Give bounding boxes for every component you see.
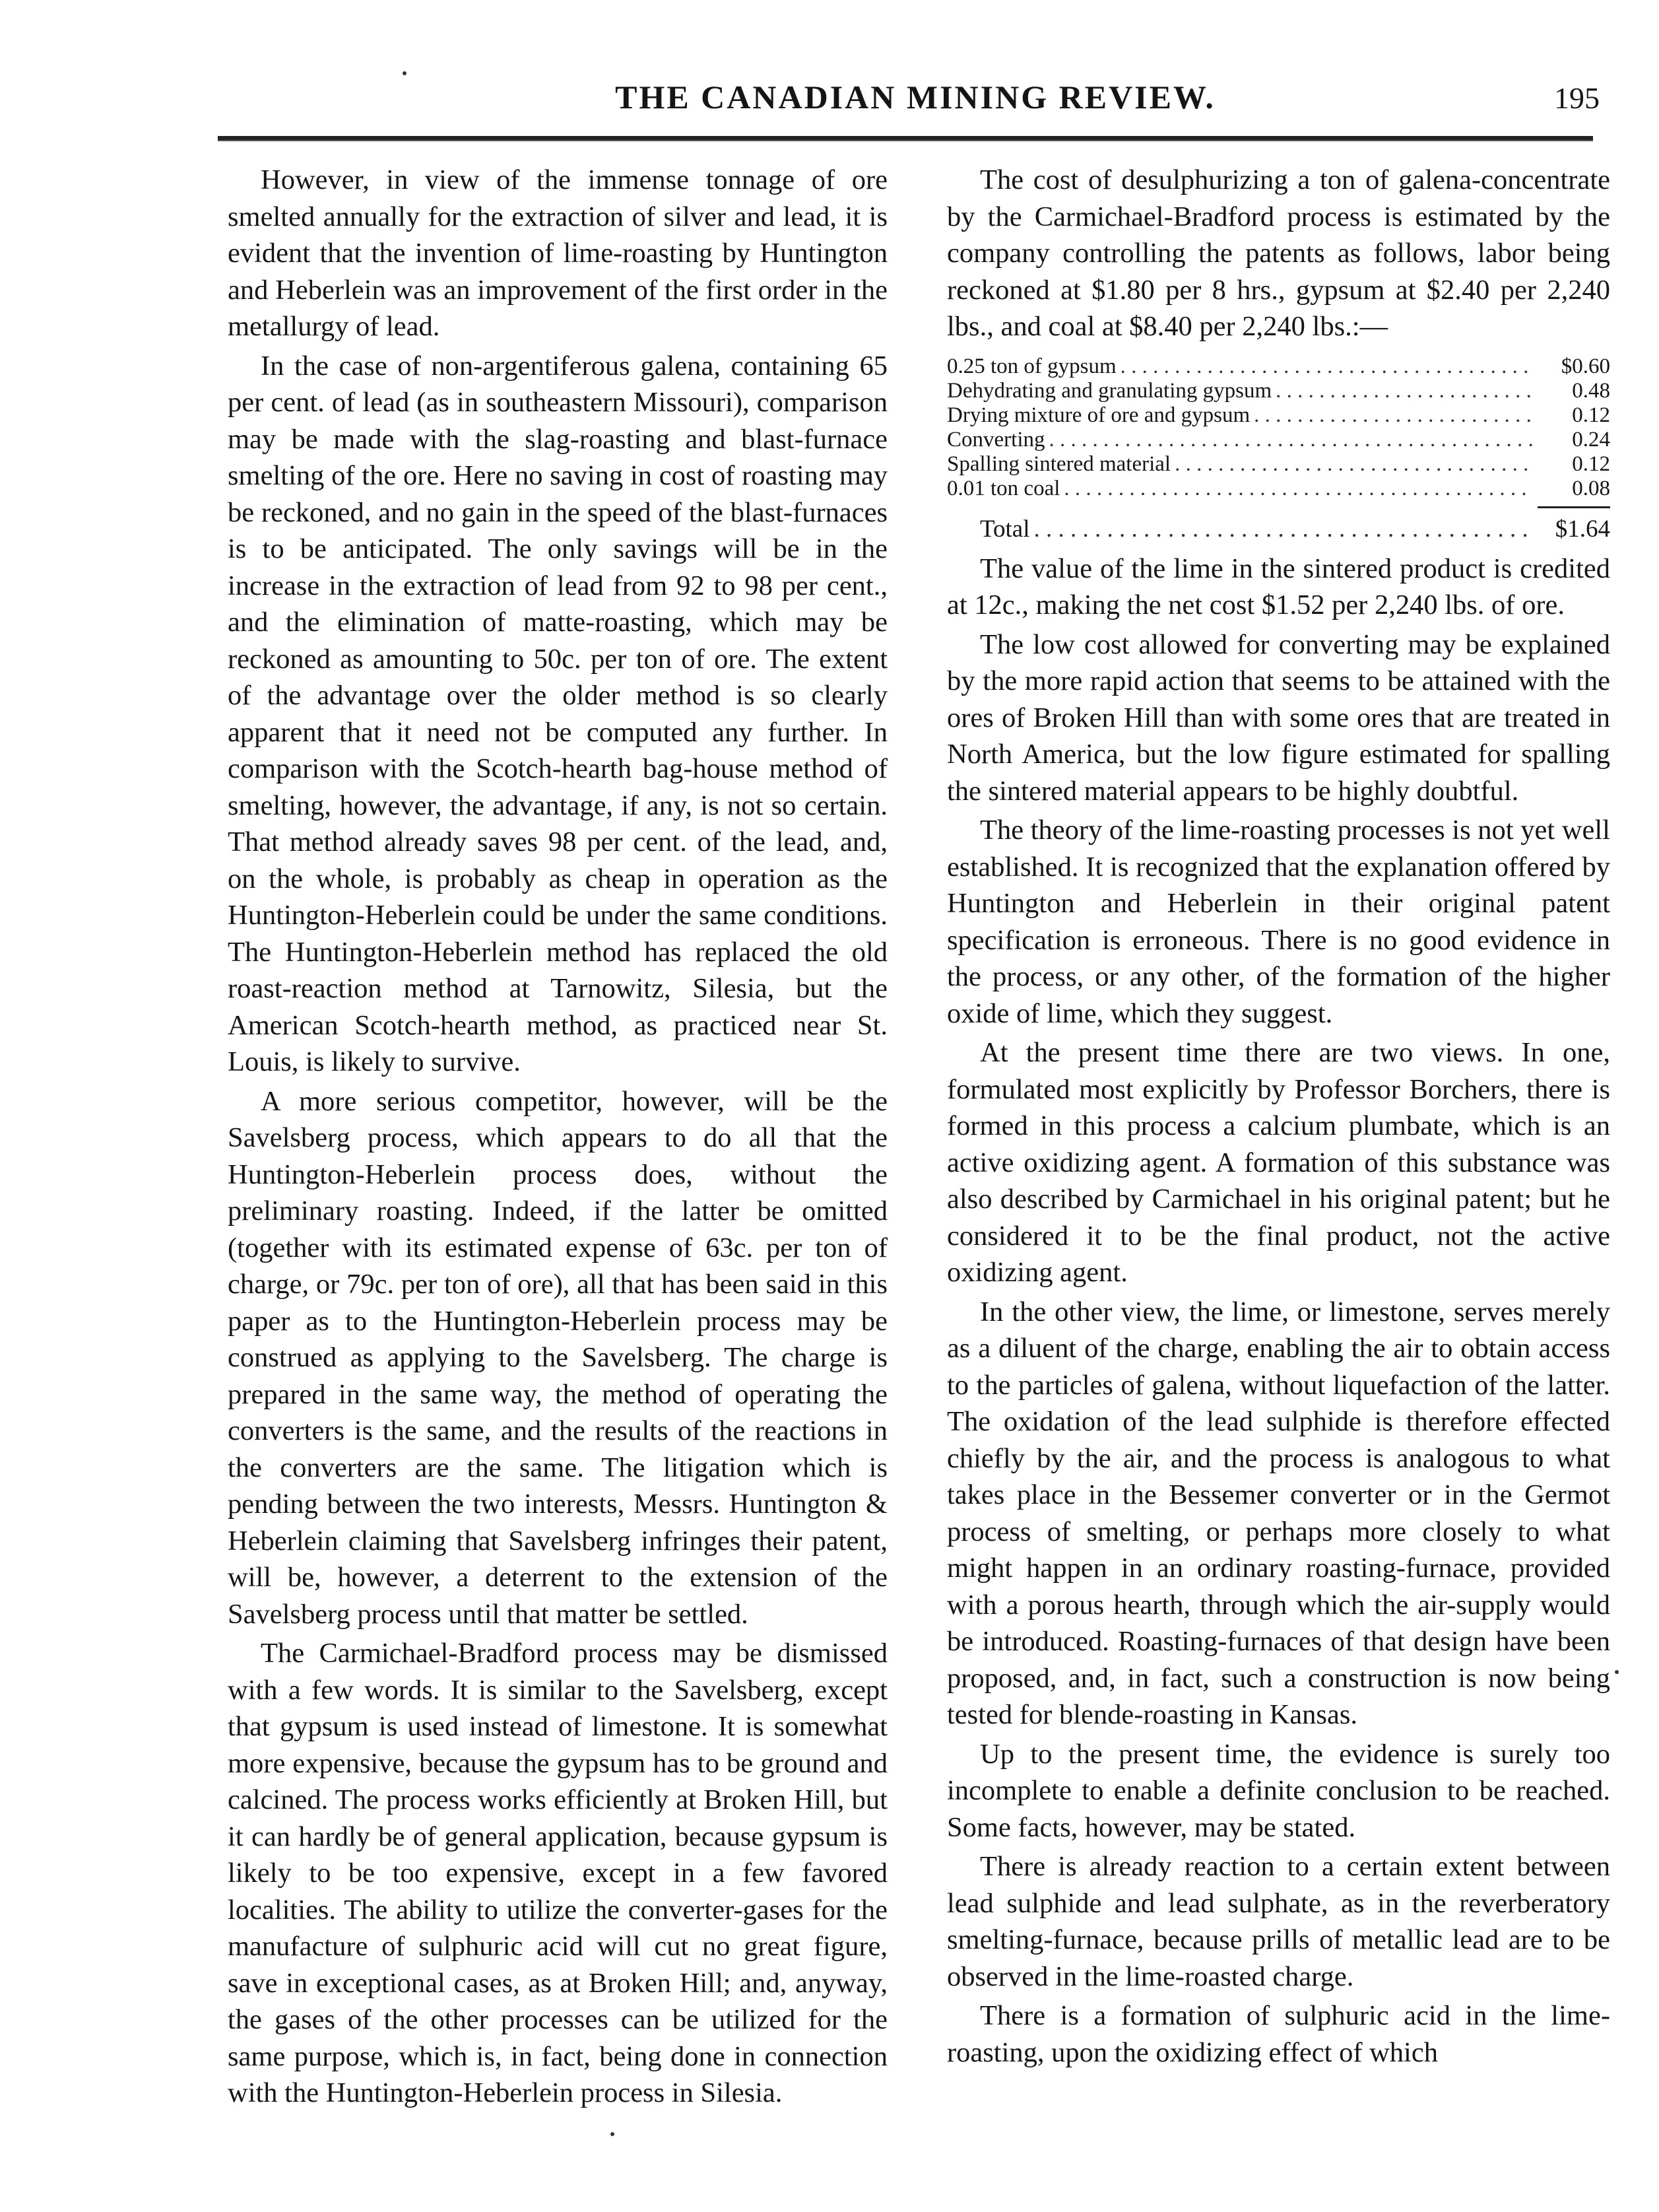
leader-dots xyxy=(1064,477,1534,501)
cost-row xyxy=(947,379,1610,403)
right-column xyxy=(947,162,1610,2073)
total-amount: $1.64 xyxy=(1555,515,1610,543)
cost-item: Drying mixture of ore and gypsum xyxy=(947,403,1251,427)
publication-title: THE CANADIAN MINING REVIEW. xyxy=(615,79,1216,116)
paragraph: A more serious competitor, however, will be the Savelsberg process, which appears to do all that the Huntington-Heberlein process does, without the preliminary roasting. Indeed, if the latter be omitted (together with its estimated expense of 63c. per ton of charge, or 79c. per ton of ore), all that has been said in this paper as to the Huntington-Heberlein process may be construed as applying to the Savelsberg. The charge is prepared in the same way, the method of operating the converters is the same, and the results of the reactions in the converters are the same. The litigation which is pending between the two interests, Messrs. Huntington & Heberlein claiming that Savelsberg infringes their patent, will be, however, a deterrent to the extension of the Savelsberg process until that matter be settled. xyxy=(228,1085,888,1630)
leader-dots xyxy=(1276,379,1534,403)
page-number: 195 xyxy=(1554,81,1600,115)
cost-amount: 0.48 xyxy=(1572,378,1610,403)
cost-row xyxy=(947,354,1610,379)
total-rule xyxy=(1538,506,1610,508)
cost-amount: 0.24 xyxy=(1572,427,1610,452)
cost-amount: 0.12 xyxy=(1572,403,1610,427)
paragraph: At the present time there are two views. In one, formulated most explicitly by Professor Borchers, there is formed in this process a calcium plumbate, which is an active oxidizing agent. A formation of this substance was also described by Carmichael in his original patent; but he considered it to be the final product, not the active oxidizing agent. xyxy=(947,1037,1610,1288)
leader-dots xyxy=(1175,452,1534,477)
left-column xyxy=(228,162,888,2114)
cost-amount: $0.60 xyxy=(1561,354,1610,378)
cost-row xyxy=(947,403,1610,428)
leader-dots xyxy=(1049,428,1534,452)
cost-amount: 0.12 xyxy=(1572,452,1610,476)
paragraph: In the case of non-argentiferous galena, containing 65 per cent. of lead (as in southeastern Missouri), comparison may be made with the slag-roasting and blast-furnace smelting of the ore. Here no saving in cost of roasting may be reckoned, and no gain in the speed of the blast-furnaces is to be anticipated. The only savings will be in the increase in the extraction of lead from 92 to 98 per cent., and the elimination of matte-roasting, which may be reckoned as amounting to 50c. per ton of ore. The extent of the advantage over the older method is so clearly apparent that it need not be computed any further. In comparison with the Scotch-hearth bag-house method of smelting, however, the advantage, if any, is not so certain. That method already saves 98 per cent. of the lead, and, on the whole, is probably as cheap in operation as the Huntington-Heberlein could be under the same conditions. The Huntington-Heberlein method has replaced the old roast-reaction method at Tarnowitz, Silesia, but the American Scotch-hearth method, as practiced near St. Louis, is likely to survive. xyxy=(228,350,888,1077)
header-rule xyxy=(218,136,1593,141)
paragraph: However, in view of the immense tonnage of ore smelted annually for the extraction of silver and lead, it is evident that the invention of lime-roasting by Huntington and Heberlein was an improvement of the first order in the metallurgy of lead. xyxy=(228,164,888,342)
paragraph-intro: The cost of desulphurizing a ton of galena-concentrate by the Carmichael-Bradford process is estimated by the company controlling the patents as follows, labor being reckoned at $1.80 per 8 hrs., gypsum at $2.40 per 2,240 lbs., and coal at $8.40 per 2,240 lbs.:— xyxy=(947,164,1610,342)
cost-item: 0.01 ton coal xyxy=(947,476,1060,500)
cost-item: Dehydrating and granulating gypsum xyxy=(947,378,1272,403)
paragraph: There is a formation of sulphuric acid in the lime-roasting, upon the oxidizing effect of which xyxy=(947,2000,1610,2068)
page-header xyxy=(218,78,1613,131)
paragraph: The low cost allowed for converting may be explained by the more rapid action that seems to be attained with the ores of Broken Hill than with some ores that are treated in North America, but the low figure estimated for spalling the sintered material appears to be highly doubtful. xyxy=(947,628,1610,807)
print-speck xyxy=(403,71,407,75)
leader-dots xyxy=(1121,354,1534,379)
paragraph: Up to the present time, the evidence is surely too incomplete to enable a definite conclusion to be reached. Some facts, however, may be stated. xyxy=(947,1738,1610,1843)
print-speck xyxy=(1615,1670,1619,1674)
total-label: Total xyxy=(980,515,1030,543)
cost-amount: 0.08 xyxy=(1572,476,1610,500)
paragraph: There is already reaction to a certain extent between lead sulphide and lead sulphate, as in the reverberatory smelting-furnace, because prills of metallic lead are to be observed in the lime-roasted charge. xyxy=(947,1851,1610,1992)
print-speck xyxy=(610,2132,614,2136)
cost-row xyxy=(947,428,1610,452)
paragraph: The value of the lime in the sintered product is credited at 12c., making the net cost $1.52 per 2,240 lbs. of ore. xyxy=(947,553,1610,620)
cost-item: Spalling sintered material xyxy=(947,452,1171,476)
total-row xyxy=(947,515,1610,544)
cost-item: 0.25 ton of gypsum xyxy=(947,354,1117,378)
paragraph: In the other view, the lime, or limestone, serves merely as a diluent of the charge, enabling the air to obtain access to the particles of galena, without liquefaction of the latter. The oxidation of the lead sulphide is therefore effected chiefly by the air, and the process is analogous to what takes place in the Bessemer converter or in the Germot process of smelting, or perhaps more closely to what might happen in an ordinary roasting-furnace, provided with a porous hearth, through which the air-supply would be introduced. Roasting-furnaces of that design have been proposed, and, in fact, such a construction is now being tested for blende-roasting in Kansas. xyxy=(947,1296,1610,1730)
cost-row xyxy=(947,477,1610,501)
leader-dots xyxy=(1254,403,1534,428)
paragraph: The theory of the lime-roasting processes is not yet well established. It is recognized that the explanation offered by Huntington and Heberlein in their original patent specification is erroneous. There is no good evidence in the process, or any other, of the formation of the higher oxide of lime, which they suggest. xyxy=(947,815,1610,1029)
cost-table xyxy=(947,354,1610,544)
leader-dots xyxy=(1034,515,1534,544)
cost-row xyxy=(947,452,1610,477)
cost-item: Converting xyxy=(947,427,1045,452)
paragraph: The Carmichael-Bradford process may be dismissed with a few words. It is similar to the Savelsberg, except that gypsum is used instead of limestone. It is somewhat more expensive, because the gypsum has to be ground and calcined. The process works efficiently at Broken Hill, but it can hardly be of general application, because gypsum is likely to be too expensive, except in a few favored localities. The ability to utilize the converter-gases for the manufacture of sulphuric acid will cut no great figure, save in exceptional cases, as at Broken Hill; and, anyway, the gases of the other processes can be utilized for the same purpose, which is, in fact, being done in connection with the Huntington-Heberlein process in Silesia. xyxy=(228,1638,888,2108)
